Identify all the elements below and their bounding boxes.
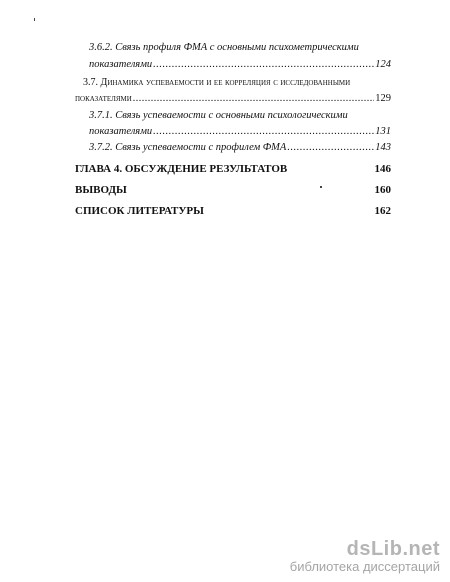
toc-page-number: 162	[374, 205, 391, 217]
toc-entry-references-label: СПИСОК ЛИТЕРАТУРЫ	[75, 205, 204, 217]
toc-page-number: 146	[374, 163, 391, 175]
toc-page-number: 160	[374, 184, 391, 196]
toc-page-number: 129	[375, 93, 391, 104]
toc-entry-chapter-4-label: ГЛАВА 4. ОБСУЖДЕНИЕ РЕЗУЛЬТАТОВ	[75, 163, 288, 175]
toc-entry-conclusions[interactable]	[75, 184, 391, 196]
scan-speck	[34, 18, 35, 21]
toc-entry-3-6-2-line2: показателями	[89, 59, 153, 70]
toc-entry-3-7-1[interactable]	[89, 126, 391, 138]
toc-entry-3-6-2[interactable]	[89, 59, 391, 71]
toc-entry-3-7-line2: показателями	[75, 93, 132, 104]
toc-page-number: 131	[375, 126, 391, 137]
dot-leader	[287, 142, 374, 154]
toc-entry-3-6-2-line1: 3.6.2. Связь профиля ФМА с основными психометрическими	[89, 42, 359, 53]
toc-page-number: 143	[375, 142, 391, 153]
toc-entry-3-7-line1: 3.7. Динамика успеваемости и ее корреляция с исследованными	[83, 77, 351, 88]
watermark-tagline: библиотека диссертаций	[289, 559, 440, 574]
dot-leader	[153, 59, 374, 71]
toc-entry-chapter-4[interactable]	[75, 163, 391, 175]
toc-page-number: 124	[375, 59, 391, 70]
toc-entry-3-7-1-line2: показателями	[89, 126, 153, 137]
watermark-logo: dsLib.net	[346, 538, 440, 560]
toc-entry-3-7-1-line1: 3.7.1. Связь успеваемости с основными психологическими	[89, 110, 348, 121]
toc-entry-3-7-2-label: 3.7.2. Связь успеваемости с профилем ФМА	[89, 142, 287, 153]
watermark	[290, 538, 440, 574]
toc-entry-references[interactable]	[75, 205, 391, 217]
dot-leader	[133, 93, 374, 105]
dot-leader	[153, 126, 374, 138]
toc-entry-3-7[interactable]	[75, 93, 391, 105]
toc-entry-conclusions-label: ВЫВОДЫ	[75, 184, 127, 196]
toc-entry-3-7-2[interactable]	[89, 142, 391, 154]
